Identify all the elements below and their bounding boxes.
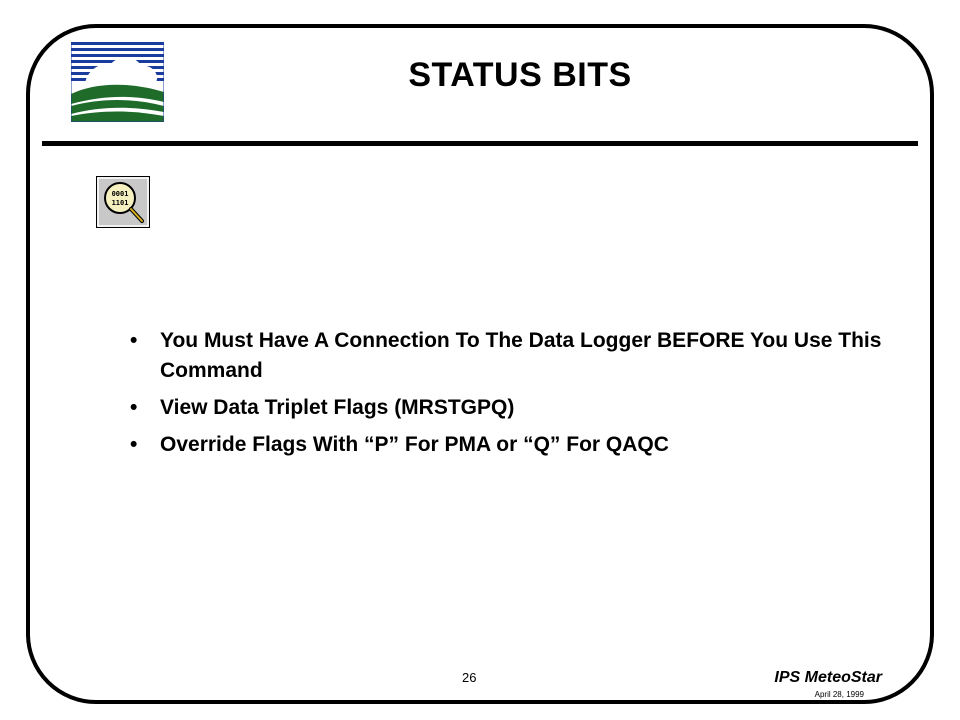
title-divider	[42, 141, 918, 146]
bullet-item	[130, 326, 890, 386]
bullet-text: View Data Triplet Flags (MRSTGPQ)	[160, 396, 515, 419]
brand-name: IPS MeteoStar	[774, 669, 882, 686]
icon-text-line-1: 0001	[111, 190, 129, 198]
icon-text-line-2: 1101	[111, 199, 129, 207]
bullet-item	[130, 430, 890, 460]
landscape-logo-icon	[71, 42, 164, 122]
bullet-marker: •	[130, 433, 138, 456]
page-number: 26	[462, 670, 477, 685]
slide-date: April 28, 1999	[814, 690, 864, 699]
bullet-text: Override Flags With “P” For PMA or “Q” For QAQC	[160, 433, 669, 456]
bullet-marker: •	[130, 329, 138, 352]
page-title: STATUS BITS	[408, 56, 632, 94]
status-bits-magnifier-icon[interactable]	[96, 176, 150, 228]
bullet-item	[130, 393, 890, 423]
bullet-list	[130, 326, 890, 467]
bullet-text: You Must Have A Connection To The Data Logger BEFORE You Use This Command	[160, 329, 882, 382]
bullet-marker: •	[130, 396, 138, 419]
